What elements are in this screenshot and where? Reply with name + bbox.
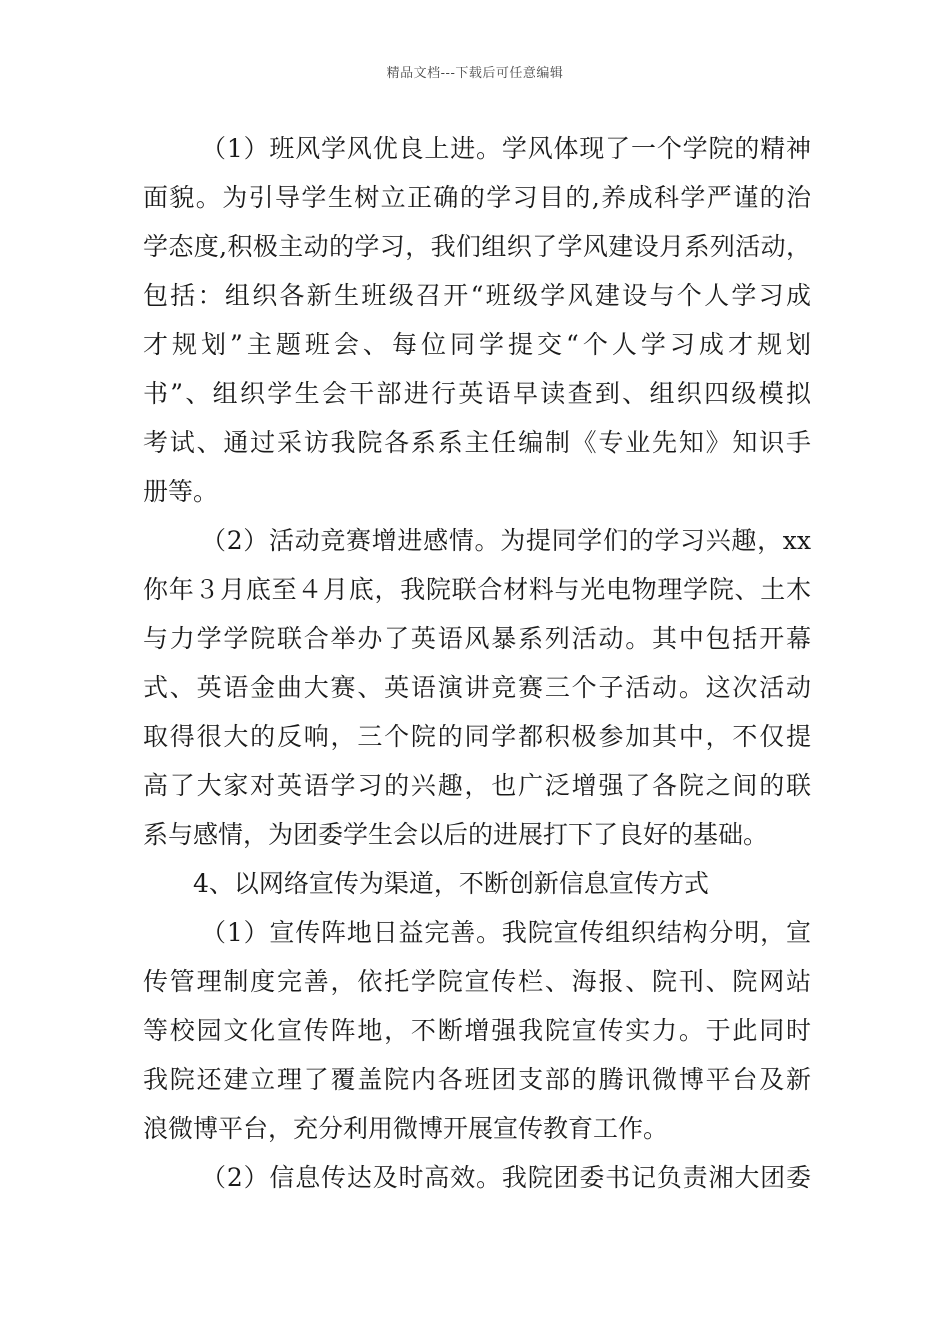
paragraph-line: 高了大家对英语学习的兴趣，也广泛增强了各院之间的联 bbox=[143, 771, 811, 800]
paragraph-line: 式、英语金曲大赛、英语演讲竞赛三个子活动。这次活动 bbox=[143, 673, 811, 702]
paragraph-line: （1）班风学风优良上进。学风体现了一个学院的精神 bbox=[201, 134, 811, 163]
paragraph-line: （2）活动竞赛增进感情。为提同学们的学习兴趣，xx bbox=[201, 526, 811, 555]
paragraph-line: 系与感情，为团委学生会以后的进展打下了良好的基础。 bbox=[143, 820, 769, 849]
paragraph-line: 书”、组织学生会干部进行英语早读查到、组织四级模拟 bbox=[143, 379, 811, 408]
paragraph-line: （1）宣传阵地日益完善。我院宣传组织结构分明，宣 bbox=[201, 918, 811, 947]
paragraph-line: 与力学学院联合举办了英语风暴系列活动。其中包括开幕 bbox=[143, 624, 811, 653]
paragraph-line: 我院还建立理了覆盖院内各班团支部的腾讯微博平台及新 bbox=[143, 1065, 811, 1094]
paragraph-line: 取得很大的反响，三个院的同学都积极参加其中，不仅提 bbox=[143, 722, 811, 751]
paragraph-line: 学态度,积极主动的学习，我们组织了学风建设月系列活动， bbox=[143, 232, 811, 261]
paragraph-line: 册等。 bbox=[143, 477, 219, 506]
paragraph-line: 等校园文化宣传阵地，不断增强我院宣传实力。于此同时 bbox=[143, 1016, 811, 1045]
paragraph-line: 面貌。为引导学生树立正确的学习目的,养成科学严谨的治 bbox=[143, 183, 811, 212]
paragraph-line: 才规划”主题班会、每位同学提交“个人学习成才规划 bbox=[143, 330, 811, 359]
section-heading: 4、以网络宣传为渠道，不断创新信息宣传方式 bbox=[193, 869, 709, 898]
paragraph-line: （2）信息传达及时高效。我院团委书记负责湘大团委 bbox=[201, 1163, 811, 1192]
paragraph-line: 浪微博平台，充分利用微博开展宣传教育工作。 bbox=[143, 1114, 669, 1143]
document-body bbox=[143, 124, 811, 1202]
paragraph-line: 你年３月底至４月底，我院联合材料与光电物理学院、土木 bbox=[143, 575, 811, 604]
page-header: 精品文档---下载后可任意编辑 bbox=[386, 66, 564, 81]
paragraph-line: 考试、通过采访我院各系系主任编制《专业先知》知识手 bbox=[143, 428, 811, 457]
paragraph-line: 传管理制度完善，依托学院宣传栏、海报、院刊、院网站 bbox=[143, 967, 811, 996]
paragraph-line: 包括：组织各新生班级召开“班级学风建设与个人学习成 bbox=[143, 281, 811, 310]
